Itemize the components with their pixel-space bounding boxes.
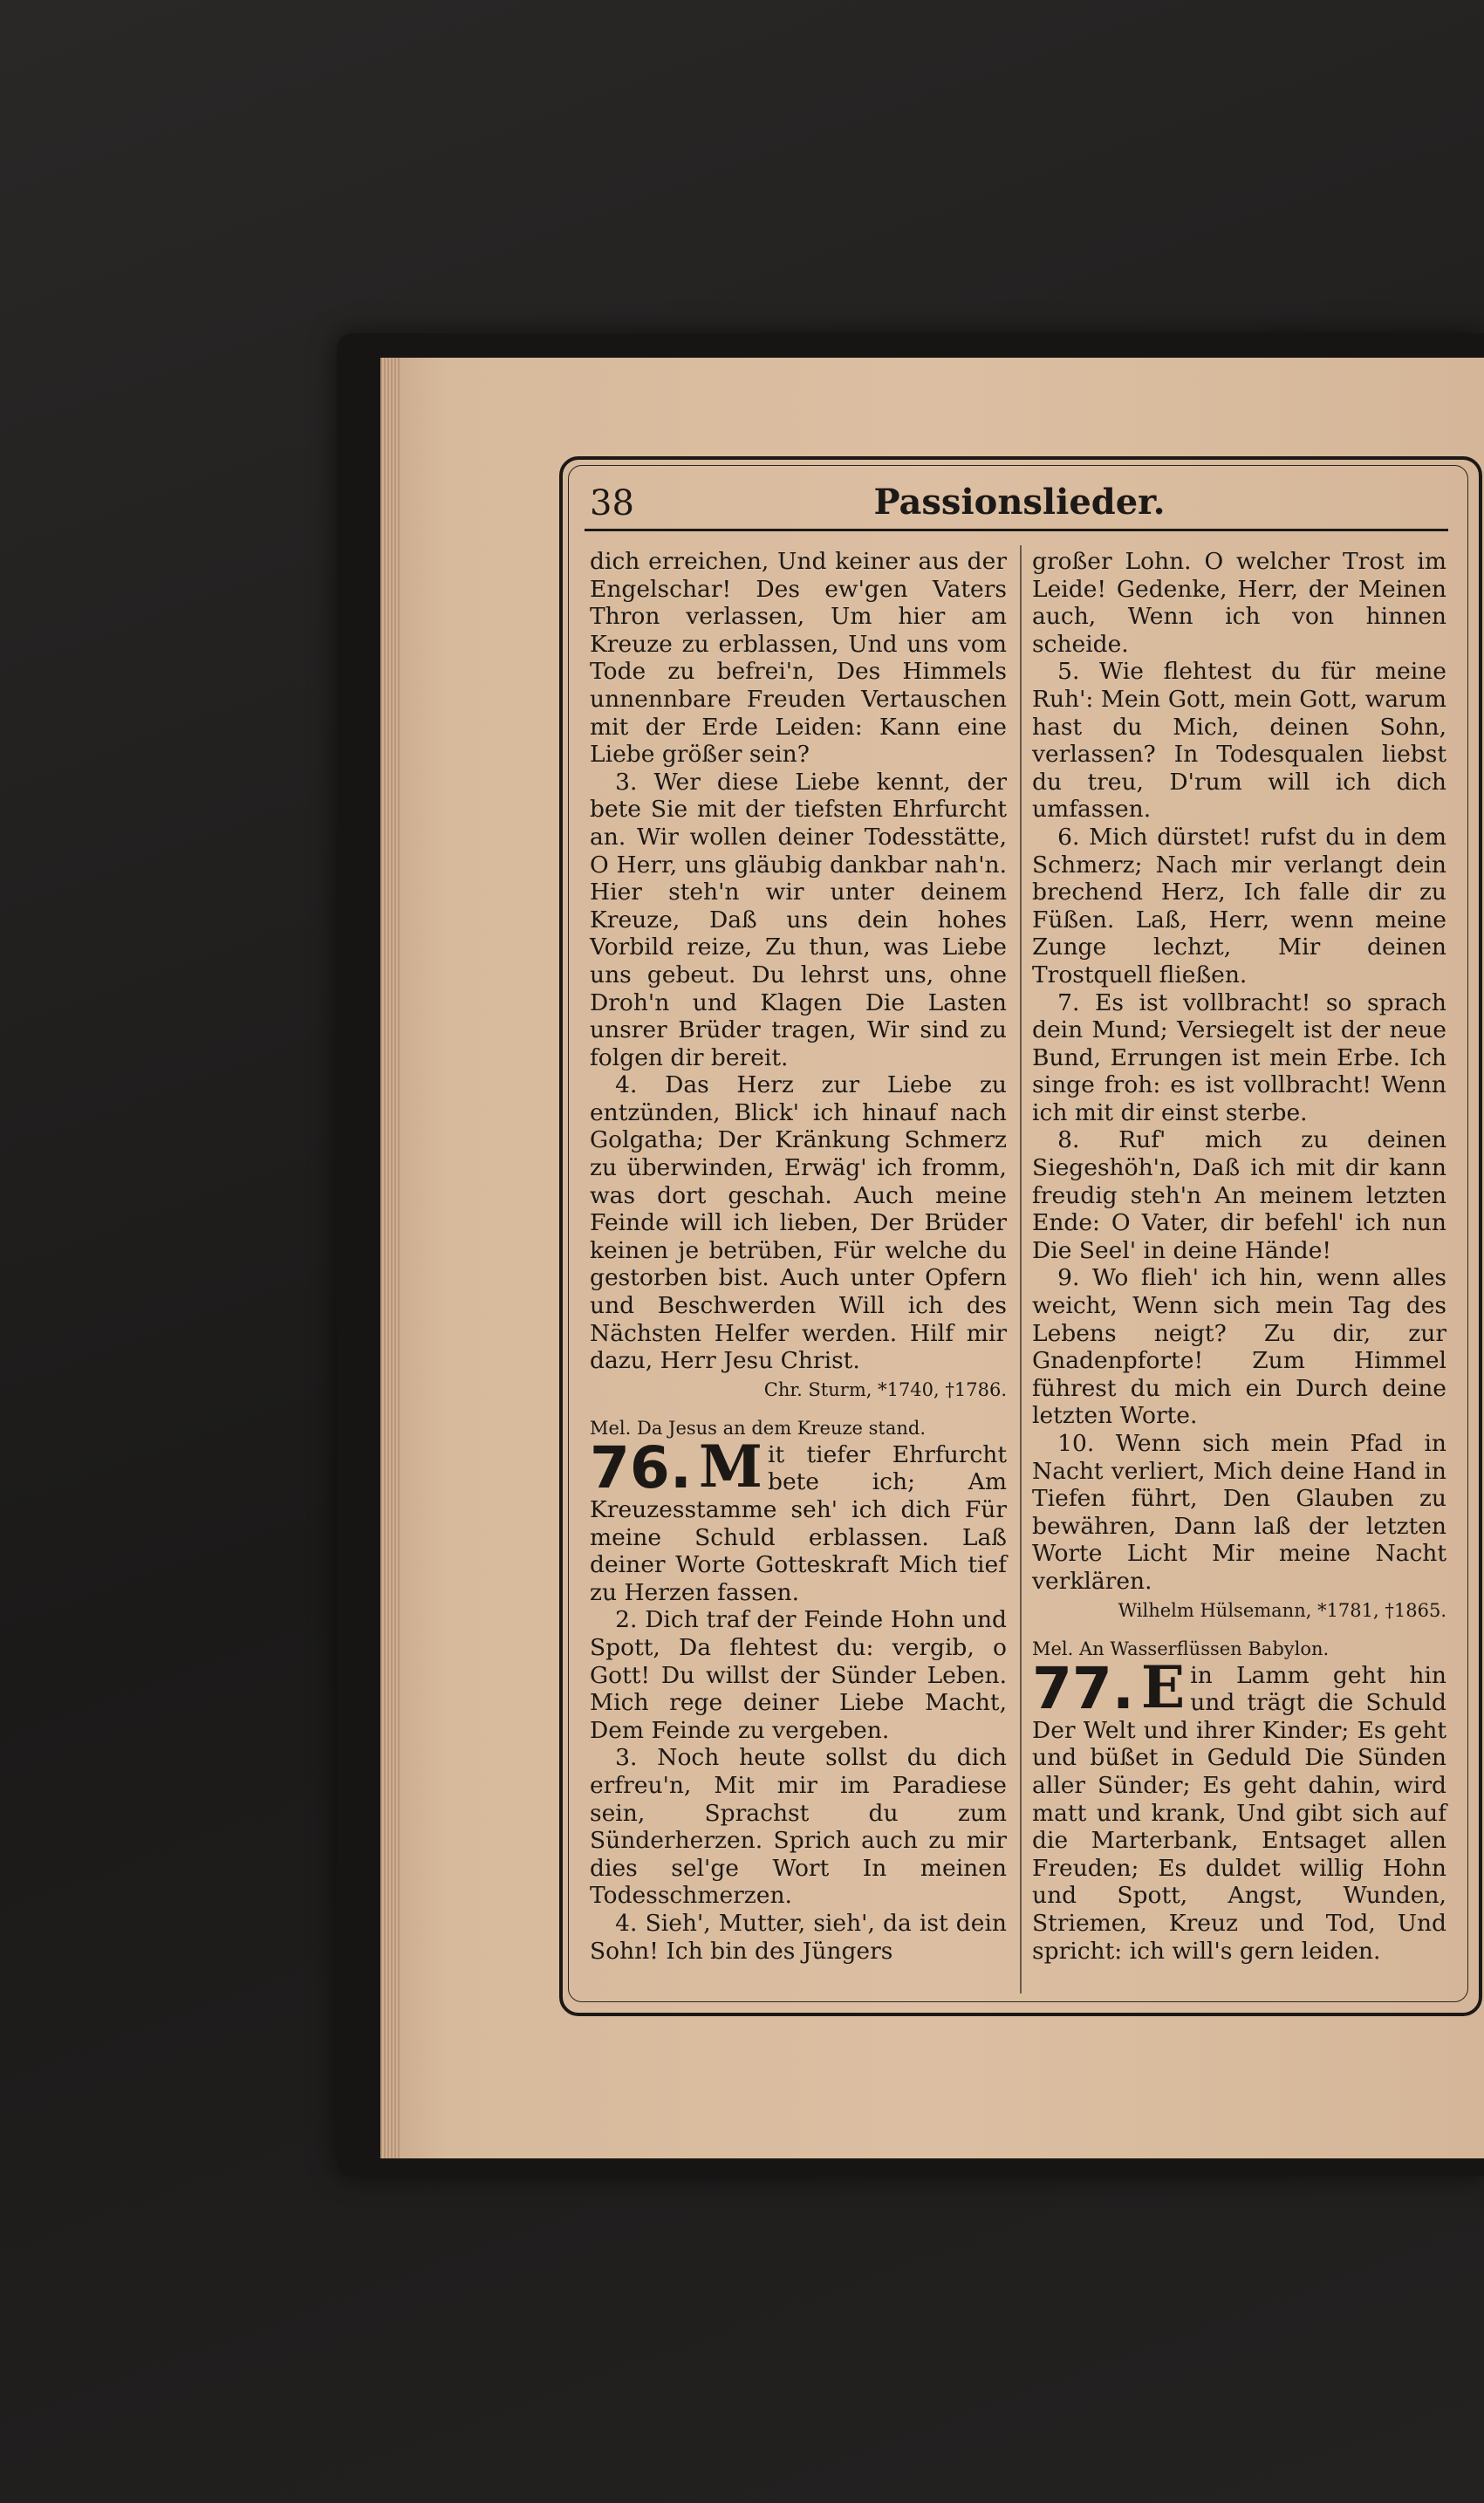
hymn-76-verse-1 <box>590 1432 1007 1607</box>
hymn-77-verse-1 <box>1032 1652 1446 1966</box>
hymn-number-77: 77. <box>1032 1654 1134 1722</box>
hymn-76-verse-3: 3. Noch heute sollst du dich erfreu'n, Mit mir im Paradiese sein, Sprachst du zum Sünderherzen. Sprich auch zu mir dies sel'ge Wort In meinen Todesschmerzen. <box>590 1744 1007 1910</box>
hymn-number-76: 76. <box>590 1433 692 1501</box>
verse-5: 5. Wie flehtest du für meine Ruh': Mein Gott, mein Gott, warum hast du Mich, deinen Sohn, verlassen? In Todesqualen liebst du treu, D'rum will ich dich umfassen. <box>1032 658 1446 824</box>
hymn-76-verse-2: 2. Dich traf der Feinde Hohn und Spott, Da flehtest du: vergib, o Gott! Du willst der Sünder Leben. Mich rege deiner Liebe Macht, Dem Feinde zu vergeben. <box>590 1606 1007 1744</box>
hymn-76-verse-4: 4. Sieh', Mutter, sieh', da ist dein Sohn! Ich bin des Jüngers <box>590 1909 1007 1965</box>
verse-3: 3. Wer diese Liebe kennt, der bete Sie mit der tiefsten Ehrfurcht an. Wir wollen deiner Todesstätte, O Herr, uns gläubig dankbar nah'n. Hier steh'n wir unter deinem Kreuze, Daß uns dein hohes Vorbild reize, Zu thun, was Liebe uns gebeut. Du lehrst uns, ohne Droh'n und Klagen Die Lasten unsrer Brüder tragen, Wir sind zu folgen dir bereit. <box>590 768 1007 1071</box>
verse-9: 9. Wo flieh' ich hin, wenn alles weicht, Wenn sich mein Tag des Lebens neigt? Zu dir, zur Gnadenpforte! Zum Himmel führest du mich ein Durch deine letzten Worte. <box>1032 1264 1446 1430</box>
verse-10: 10. Wenn sich mein Pfad in Nacht verliert, Mich deine Hand in Tiefen führt, Den Glauben zu bewähren, Dann laß der letzten Worte Licht Mir meine Nacht verklären. <box>1032 1430 1446 1595</box>
verse-continuation: dich erreichen, Und keiner aus der Engelschar! Des ew'gen Vaters Thron verlassen, Um hier am Kreuze zu erblassen, Und uns vom Tode zu befrei'n, Des Himmels unnennbare Freuden Vertauschen mit der Erde Leiden: Kann eine Liebe größer sein? <box>590 548 1007 769</box>
page-header <box>590 478 1449 530</box>
verse-7: 7. Es ist vollbracht! so sprach dein Mund; Versiegelt ist der neue Bund, Errungen ist mein Erbe. Ich singe froh: es ist vollbracht! Wenn ich mit dir einst sterbe. <box>1032 988 1446 1126</box>
author-attribution-right: Wilhelm Hülsemann, *1781, †1865. <box>1118 1599 1446 1621</box>
drop-cap-76: M <box>698 1432 763 1501</box>
melody-note-76: Mel. Da Jesus an dem Kreuze stand. <box>590 1417 927 1439</box>
hymn-76-verse-1-text: it tiefer Ehrfurcht bete ich; Am Kreuzesstamme seh' ich dich Für meine Schuld erblassen. Laß deiner Worte Gotteskraft Mich tief zu Herzen fassen. <box>590 1440 1007 1606</box>
hymn-77-verse-1-text: in Lamm geht hin und trägt die Schuld Der Welt und ihrer Kinder; Es geht und büßet in Geduld Die Sünden aller Sünder; Es geht dahin, wird matt und krank, Und gibt sich auf die Marterbank, Entsaget allen Freuden; Es duldet willig Hohn und Spott, Angst, Wunden, Striemen, Kreuz und Tod, Und spricht: ich will's gern leiden. <box>1032 1661 1446 1965</box>
drop-cap-77: E <box>1140 1652 1186 1721</box>
running-title: Passionslieder. <box>873 482 1166 523</box>
melody-note-77: Mel. An Wasserflüssen Babylon. <box>1032 1638 1330 1659</box>
verse-6: 6. Mich dürstet! rufst du in dem Schmerz; Nach mir verlangt dein brechend Herz, Ich falle dir zu Füßen. Laß, Herr, wenn meine Zunge lechzt, Mir deinen Trostquell fließen. <box>1032 823 1446 988</box>
column-divider <box>1020 545 1022 1994</box>
page-number: 38 <box>590 483 634 523</box>
verse-4: 4. Das Herz zur Liebe zu entzünden, Blick' ich hinauf nach Golgatha; Der Kränkung Schmerz zu überwinden, Erwäg' ich fromm, was dort geschah. Auch meine Feinde will ich lieben, Der Brüder keinen je betrüben, Für welche du gestorben bist. Auch unter Opfern und Beschwerden Will ich des Nächsten Helfer werden. Hilf mir dazu, Herr Jesu Christ. <box>590 1071 1007 1375</box>
verse-continuation-right: großer Lohn. O welcher Trost im Leide! Gedenke, Herr, der Meinen auch, Wenn ich von hinnen scheide. <box>1032 548 1446 658</box>
page-edges <box>380 358 400 2158</box>
header-rule <box>585 529 1448 531</box>
right-column <box>1032 548 1446 1965</box>
author-attribution: Chr. Sturm, *1740, †1786. <box>763 1378 1007 1400</box>
left-column <box>590 548 1007 1965</box>
verse-8: 8. Ruf' mich zu deinen Siegeshöh'n, Daß ich mit dir kann freudig steh'n An meinem letzten Ende: O Vater, dir befehl' ich nun Die Seel' in deine Hände! <box>1032 1126 1446 1264</box>
